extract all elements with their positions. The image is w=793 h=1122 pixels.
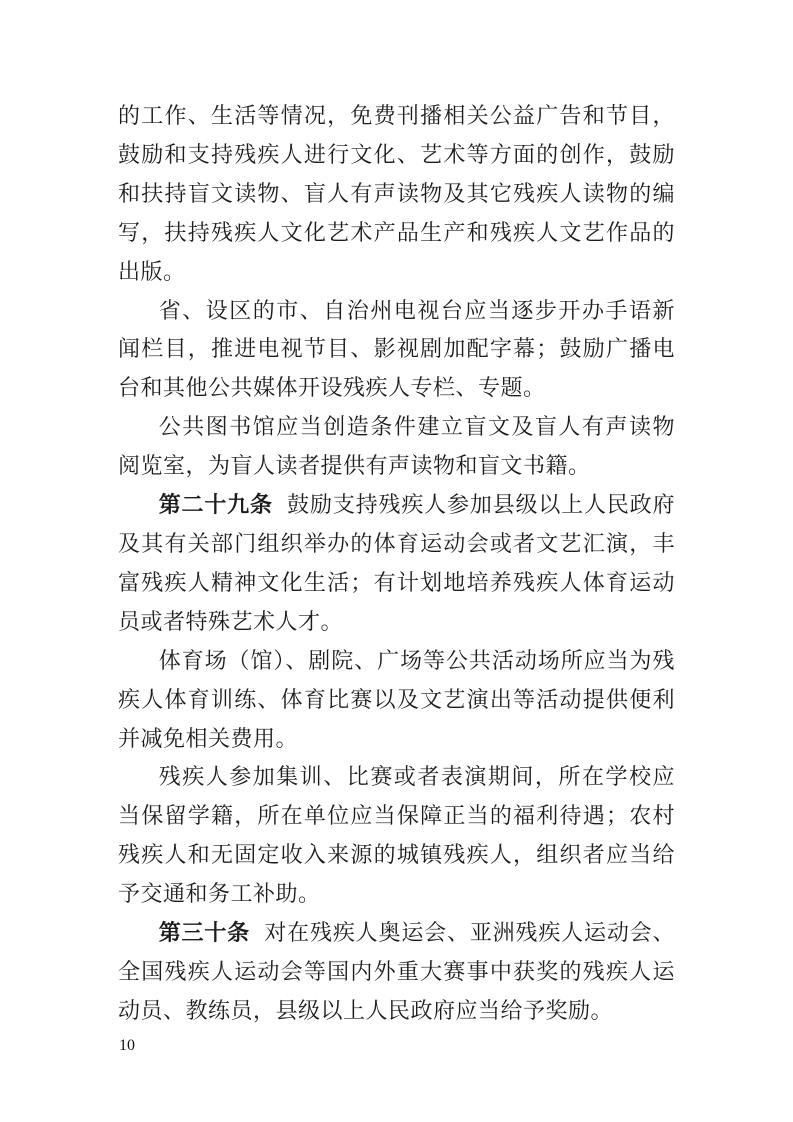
page-number: 10 (119, 1037, 135, 1054)
paragraph (118, 642, 675, 759)
paragraph (118, 914, 675, 1031)
paragraph-text: 对在残疾人奥运会、亚洲残疾人运动会、全国残疾人运动会等国内外重大赛事中获奖的残疾人运动员、教练员，县级以上人民政府应当给予奖励。 (118, 920, 675, 1023)
document-content (118, 97, 675, 1031)
article-number: 第三十条 (158, 920, 251, 946)
paragraph (118, 486, 675, 642)
paragraph-text: 残疾人参加集训、比赛或者表演期间，所在学校应当保留学籍，所在单位应当保障正当的福利待遇；农村残疾人和无固定收入来源的城镇残疾人，组织者应当给予交通和务工补助。 (118, 764, 675, 907)
paragraph-text: 鼓励支持残疾人参加县级以上人民政府及其有关部门组织举办的体育运动会或者文艺汇演，丰富残疾人精神文化生活；有计划地培养残疾人体育运动员或者特殊艺术人才。 (118, 492, 675, 634)
article-number: 第二十九条 (158, 492, 273, 518)
paragraph-text: 省、设区的市、自治州电视台应当逐步开办手语新闻栏目，推进电视节目、影视剧加配字幕；鼓励广播电台和其他公共媒体开设残疾人专栏、专题。 (118, 297, 675, 401)
paragraph-text: 的工作、生活等情况，免费刊播相关公益广告和节目，鼓励和支持残疾人进行文化、艺术等方面的创作，鼓励和扶持盲文读物、盲人有声读物及其它残疾人读物的编写，扶持残疾人文化艺术产品生产和残疾人文艺作品的出版。 (118, 103, 675, 284)
paragraph (118, 292, 675, 409)
paragraph-text: 公共图书馆应当创造条件建立盲文及盲人有声读物阅览室，为盲人读者提供有声读物和盲文书籍。 (118, 414, 675, 479)
paragraph (118, 758, 675, 914)
paragraph (118, 97, 675, 292)
paragraph (118, 408, 675, 486)
paragraph-text: 体育场（馆）、剧院、广场等公共活动场所应当为残疾人体育训练、体育比赛以及文艺演出等活动提供便利并减免相关费用。 (118, 647, 675, 751)
